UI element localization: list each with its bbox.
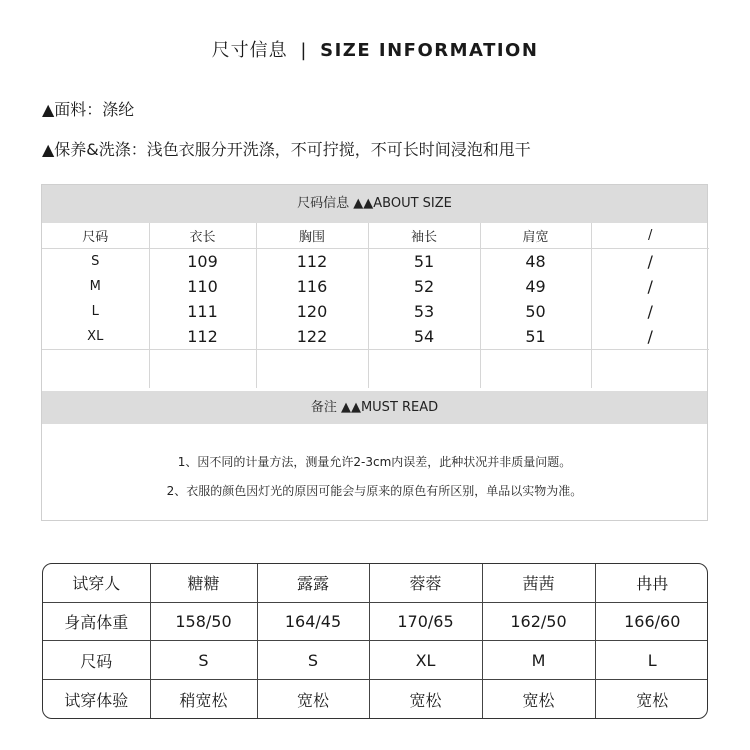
care-spec: ▲保养&洗涤：浅色衣服分开洗涤，不可拧搅，不可长时间浸泡和甩干	[42, 140, 531, 159]
tryon-row-height-weight	[43, 602, 708, 641]
size-cell: 51	[368, 249, 480, 275]
blank-cell	[480, 350, 591, 389]
size-cell: M	[42, 274, 149, 299]
size-cell: /	[647, 252, 653, 271]
size-header-cell: 袖长	[368, 223, 480, 249]
tryon-cell: L	[595, 641, 708, 680]
size-cell: 52	[368, 274, 480, 299]
tryon-cell: 宽松	[369, 680, 482, 718]
size-cell: /	[591, 324, 709, 350]
tryon-cell: 164/45	[257, 602, 369, 641]
size-cell: 49	[480, 274, 591, 299]
tryon-cell: 158/50	[150, 602, 257, 641]
table-row	[42, 274, 709, 299]
size-cell: 109	[149, 249, 256, 275]
page-title	[0, 36, 750, 62]
tryon-cell: 试穿人	[43, 564, 150, 602]
size-cell: 48	[480, 249, 591, 275]
size-cell: /	[647, 277, 653, 296]
tryon-cell: 露露	[257, 564, 369, 602]
size-cell: 51	[480, 324, 591, 350]
size-header-cell: /	[591, 223, 709, 249]
tryon-row-fit	[43, 680, 708, 718]
size-cell: 54	[368, 324, 480, 350]
title-separator: |	[300, 40, 308, 61]
size-cell: 112	[256, 249, 368, 275]
notes-title: 备注 ▲▲MUST READ	[42, 391, 707, 424]
size-header-cell: 胸围	[256, 223, 368, 249]
title-en: SIZE INFORMATION	[320, 40, 539, 61]
size-cell: 50	[480, 299, 591, 324]
tryon-cell: 试穿体验	[43, 680, 150, 718]
size-table	[41, 184, 708, 521]
size-table-title: 尺码信息 ▲▲ABOUT SIZE	[42, 185, 707, 223]
size-grid	[42, 223, 709, 388]
tryon-cell: 宽松	[482, 680, 595, 718]
blank-cell	[256, 350, 368, 389]
tryon-cell: 蓉蓉	[369, 564, 482, 602]
tryon-cell: 166/60	[595, 602, 708, 641]
tryon-cell: 身高体重	[43, 602, 150, 641]
tryon-cell: S	[257, 641, 369, 680]
blank-row	[42, 350, 709, 389]
note-2: 2、衣服的颜色因灯光的原因可能会与原来的原色有所区别，单品以实物为准。	[166, 484, 583, 498]
size-cell: 116	[256, 274, 368, 299]
tryon-cell: 162/50	[482, 602, 595, 641]
table-row	[42, 249, 709, 275]
note-1: 1、因不同的计量方法，测量允许2-3cm内误差，此种状况并非质量问题。	[177, 455, 572, 469]
blank-cell	[368, 350, 480, 389]
tryon-cell: 糖糖	[150, 564, 257, 602]
size-cell: 111	[149, 299, 256, 324]
table-row	[42, 299, 709, 324]
size-cell: 120	[256, 299, 368, 324]
size-cell: 110	[149, 274, 256, 299]
size-header-row	[42, 223, 709, 249]
tryon-cell: 尺码	[43, 641, 150, 680]
tryon-cell: M	[482, 641, 595, 680]
fabric-spec: ▲面料：涤纶	[42, 100, 135, 119]
tryon-cell: 冉冉	[595, 564, 708, 602]
tryon-row-model	[43, 564, 708, 602]
size-cell: S	[42, 249, 149, 275]
size-cell: /	[647, 302, 653, 321]
size-cell: 53	[368, 299, 480, 324]
title-cn: 尺寸信息	[211, 40, 288, 61]
tryon-grid	[43, 564, 708, 718]
tryon-cell: 宽松	[257, 680, 369, 718]
tryon-table	[42, 563, 708, 719]
size-cell: 112	[149, 324, 256, 350]
size-header-cell: 肩宽	[480, 223, 591, 249]
tryon-cell: 茜茜	[482, 564, 595, 602]
blank-cell	[149, 350, 256, 389]
tryon-cell: S	[150, 641, 257, 680]
size-header-cell: 衣长	[149, 223, 256, 249]
blank-cell	[591, 350, 709, 389]
table-row	[42, 324, 709, 350]
size-header-cell: 尺码	[42, 223, 149, 249]
tryon-cell: XL	[369, 641, 482, 680]
size-cell: XL	[42, 324, 149, 350]
blank-cell	[42, 350, 149, 389]
size-cell: 122	[256, 324, 368, 350]
tryon-cell: 170/65	[369, 602, 482, 641]
size-cell: L	[42, 299, 149, 324]
tryon-cell: 稍宽松	[150, 680, 257, 718]
tryon-row-size	[43, 641, 708, 680]
tryon-cell: 宽松	[636, 690, 669, 710]
